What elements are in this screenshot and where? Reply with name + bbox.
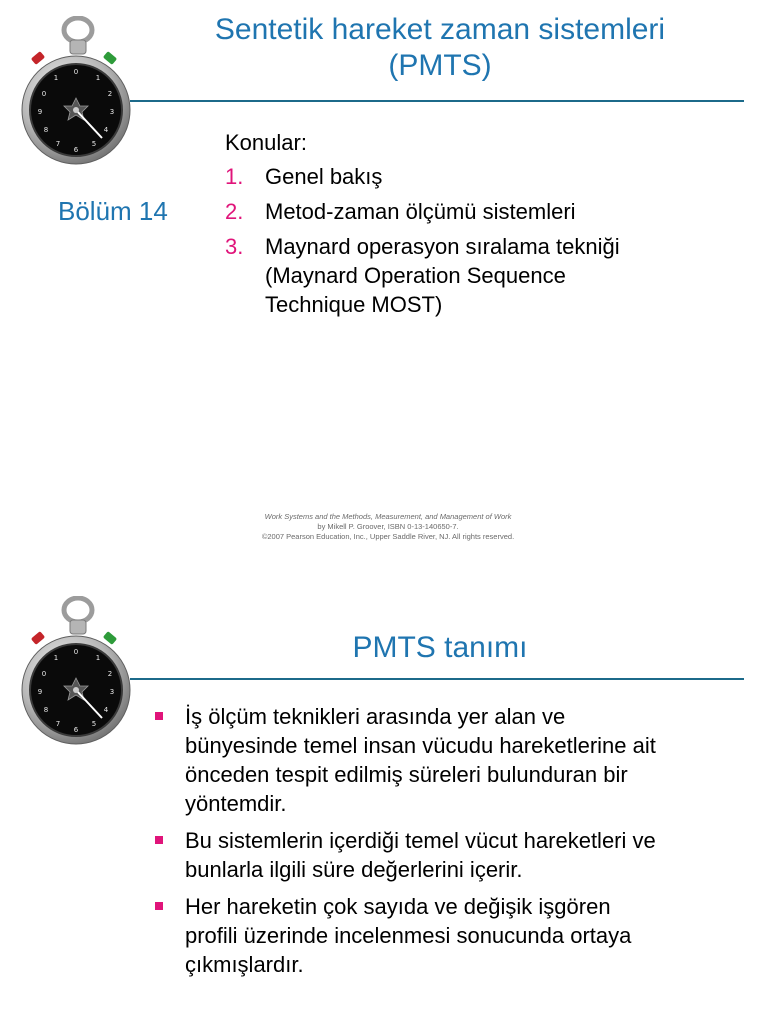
bullet-marker: [155, 902, 163, 910]
agenda-item-number: 1.: [225, 164, 244, 189]
bullet-marker: [155, 712, 163, 720]
footer-author: by Mikell P. Groover, ISBN 0-13-140650-7.: [317, 522, 459, 531]
slide-title-line-2: (PMTS): [388, 49, 492, 82]
agenda-item-text: [265, 232, 745, 319]
agenda-item-text: Metod-zaman ölçümü sistemleri: [265, 199, 576, 224]
bullet-list: [155, 702, 745, 987]
svg-text:8: 8: [43, 126, 49, 134]
svg-text:1: 1: [95, 74, 101, 82]
svg-text:0: 0: [41, 90, 47, 98]
agenda-item-number: 3.: [225, 234, 244, 259]
svg-text:7: 7: [55, 140, 61, 148]
bullet-text-line: önceden tespit edilmiş süreleri bulunduran bir: [185, 762, 628, 787]
bullet-marker: [155, 836, 163, 844]
svg-text:0: 0: [41, 670, 47, 678]
slide-title: PMTS tanımı: [352, 631, 528, 664]
svg-text:4: 4: [103, 126, 109, 134]
svg-text:8: 8: [43, 706, 49, 714]
svg-text:9: 9: [37, 688, 43, 696]
svg-text:7: 7: [55, 720, 61, 728]
svg-text:0: 0: [73, 68, 79, 76]
agenda-item-text-line: Technique MOST): [265, 292, 443, 317]
svg-text:1: 1: [53, 654, 59, 662]
agenda-item-text: Genel bakış: [265, 164, 383, 189]
agenda-item: [225, 162, 745, 191]
bullet-item: [155, 892, 745, 979]
svg-text:5: 5: [91, 140, 97, 148]
bullet-text-line: bünyesinde temel insan vücudu hareketlerine ait: [185, 733, 656, 758]
bullet-item: [155, 702, 745, 818]
bullet-text-line: çıkmışlardır.: [185, 952, 304, 977]
svg-text:2: 2: [107, 90, 113, 98]
bullet-text-line: bunlarla ilgili süre değerlerini içerir.: [185, 857, 523, 882]
svg-text:6: 6: [73, 726, 79, 734]
bullet-text-line: İş ölçüm teknikleri arasında yer alan ve: [185, 704, 566, 729]
svg-text:4: 4: [103, 706, 109, 714]
chapter-label: Bölüm 14: [58, 196, 168, 226]
svg-text:9: 9: [37, 108, 43, 116]
bullet-text-line: Her hareketin çok sayıda ve değişik işgören: [185, 894, 611, 919]
svg-text:1: 1: [53, 74, 59, 82]
bullet-text-line: yöntemdir.: [185, 791, 287, 816]
svg-text:5: 5: [91, 720, 97, 728]
agenda-item-number: 2.: [225, 199, 244, 224]
stopwatch-icon: [20, 596, 132, 746]
svg-text:1: 1: [95, 654, 101, 662]
bullet-text-line: Bu sistemlerin içerdiği temel vücut hareketleri ve: [185, 828, 656, 853]
slide-title-line-1: Sentetik hareket zaman sistemleri: [214, 13, 666, 46]
title-rule: [130, 100, 744, 102]
title-rule: [130, 678, 744, 680]
agenda-item: [225, 232, 745, 319]
agenda-item-text-line: (Maynard Operation Sequence: [265, 263, 566, 288]
agenda-list: [225, 128, 745, 325]
agenda-item-text-line: Maynard operasyon sıralama tekniği: [265, 234, 620, 259]
slide-title: [140, 12, 740, 84]
agenda-item: [225, 197, 745, 226]
svg-text:2: 2: [107, 670, 113, 678]
footer-book-title: Work Systems and the Methods, Measurement, and Management of Work: [264, 512, 512, 521]
svg-text:3: 3: [109, 688, 115, 696]
svg-text:3: 3: [109, 108, 115, 116]
svg-text:0: 0: [73, 648, 79, 656]
footer-copyright: ©2007 Pearson Education, Inc., Upper Saddle River, NJ. All rights reserved.: [261, 532, 515, 541]
bullet-item: [155, 826, 745, 884]
bullet-text-line: profili üzerinde incelenmesi sonucunda ortaya: [185, 923, 632, 948]
stopwatch-icon: [20, 16, 132, 166]
slide-2: [0, 512, 768, 1024]
agenda-heading: Konular:: [225, 130, 307, 155]
svg-text:6: 6: [73, 146, 79, 154]
